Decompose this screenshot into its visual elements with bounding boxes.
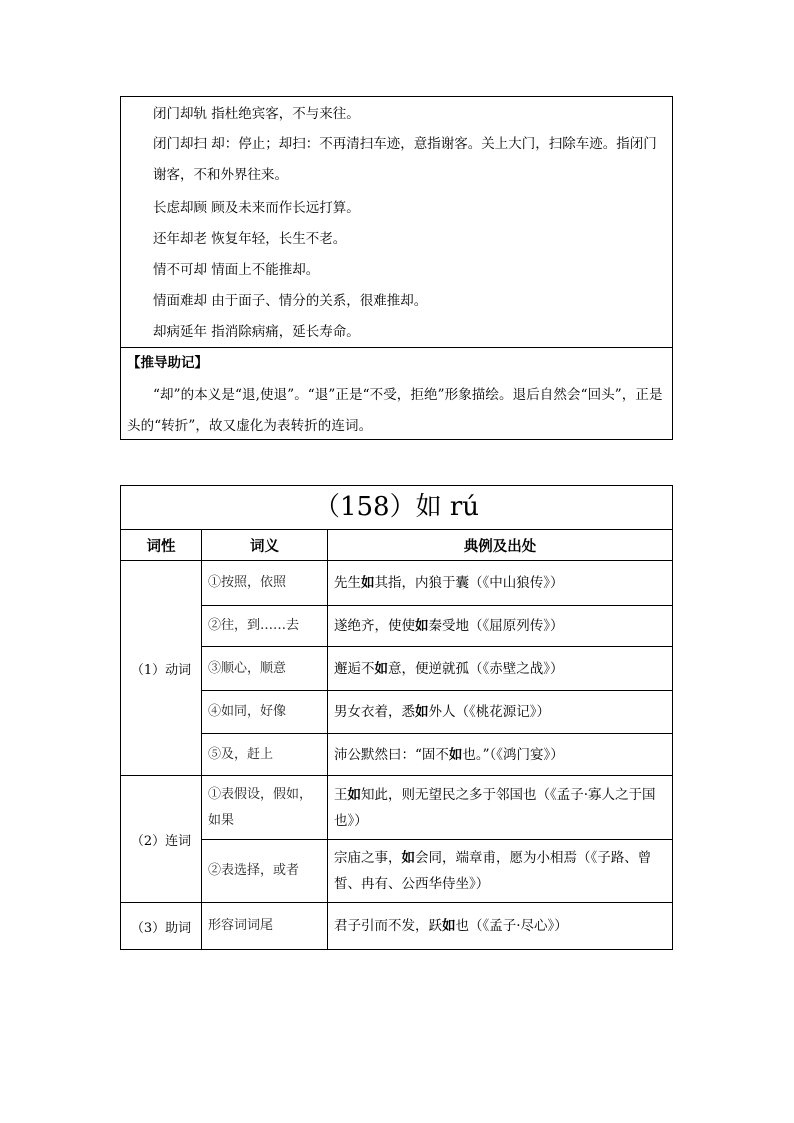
idiom-def: 指消除病痛，延长寿命。 — [211, 324, 360, 340]
table-rule — [121, 560, 672, 561]
table-rule — [201, 646, 672, 647]
meaning-cell: ③顺心，顺意 — [208, 660, 287, 676]
example-keyword: 如 — [448, 746, 463, 763]
idiom-term: 还年却老 — [153, 231, 207, 247]
idiom-box — [120, 96, 673, 440]
idiom-line — [153, 200, 666, 216]
idiom-def: 却：停止；却扫：不再清扫车迹，意指谢客。关上大门，扫除车迹。指闭门谢客，不和外界往来。 — [153, 136, 657, 183]
example-cell — [328, 903, 672, 949]
idiom-line — [153, 231, 666, 247]
header-example: 典例及出处 — [463, 537, 537, 555]
table-rule — [201, 839, 672, 840]
example-cell — [328, 840, 672, 902]
example-text: 也。”（《鸿门宴》） — [462, 746, 564, 763]
example-text: 秦受地（《屈原列传》） — [428, 618, 564, 634]
example-text: 其指，内狼于囊（《中山狼传》） — [374, 575, 564, 591]
idiom-def: 指杜绝宾客，不与来往。 — [211, 106, 360, 122]
idiom-line — [153, 293, 666, 309]
idiom-def: 顾及未来而作长远打算。 — [211, 200, 360, 216]
example-text: 先生 — [334, 575, 361, 591]
table-rule — [201, 690, 672, 691]
meaning-cell: ④如同，好像 — [208, 704, 287, 719]
idiom-term: 长虑却顾 — [153, 200, 207, 216]
example-text: 沛公默然曰：“固不 — [334, 746, 449, 763]
example-keyword: 如 — [361, 575, 375, 591]
meaning-cell: ②表选择，或者 — [208, 863, 300, 878]
table-rule — [201, 605, 672, 606]
example-cell — [328, 691, 672, 733]
example-text: 也（《孟子·尽心》） — [455, 918, 568, 934]
example-text: 外人（《桃花源记》） — [428, 704, 550, 720]
pos-conjunction: （2）连词 — [130, 833, 192, 849]
idiom-list — [121, 97, 672, 348]
example-text: 遂绝齐，使使 — [334, 618, 415, 634]
example-text: 男女衣着，悉 — [334, 704, 415, 720]
idiom-line — [153, 262, 666, 278]
idiom-term: 却病延年 — [153, 324, 207, 340]
table-rule — [121, 775, 672, 776]
example-keyword: 如 — [442, 918, 456, 934]
example-text: 会同，端章甫，愿为小相焉（《子路、曾皙、冉有、公西华侍坐》） — [334, 850, 652, 892]
example-text: 君子引而不发，跃 — [334, 918, 442, 934]
header-pos: 词性 — [146, 537, 176, 555]
example-cell — [328, 776, 672, 839]
idiom-term: 情不可却 — [153, 262, 207, 278]
table-rule — [201, 530, 202, 949]
example-text: 宗庙之事， — [334, 850, 402, 866]
table-rule — [121, 902, 672, 903]
example-text: 知此，则无望民之多于邻国也（《孟子·寡人之于国也》） — [334, 786, 656, 829]
example-keyword: 如 — [415, 618, 429, 634]
table-rule — [327, 530, 328, 949]
table-rule — [201, 733, 672, 734]
example-cell — [328, 561, 672, 605]
memo-title: 【推导助记】 — [127, 355, 208, 371]
example-keyword: 如 — [415, 704, 429, 720]
idiom-def: 情面上不能推却。 — [211, 262, 320, 278]
example-keyword: 如 — [401, 850, 415, 866]
meaning-cell: ②往，到……去 — [208, 618, 300, 633]
idiom-term: 情面难却 — [153, 293, 207, 309]
idiom-line — [153, 324, 666, 340]
example-cell — [328, 606, 672, 646]
idiom-term: 闭门却轨 — [153, 106, 207, 122]
idiom-term: 闭门却扫 — [153, 136, 207, 152]
word-title: （158）如 rú — [121, 486, 672, 530]
example-cell — [328, 734, 672, 775]
idiom-line — [153, 129, 666, 191]
idiom-line — [153, 106, 666, 122]
example-cell — [328, 647, 672, 690]
memo-body: “却”的本义是“退,使退”。“退”正是“不受，拒绝”形象描绘。退后自然会“回头”，正是头的“转折”，故又虚化为表转折的连词。 — [127, 387, 663, 434]
example-text: 邂逅不 — [334, 660, 375, 677]
pos-verb: （1）动词 — [130, 662, 192, 678]
meaning-cell: ①表假设，假如，如果 — [208, 786, 313, 828]
word-grid — [121, 530, 672, 949]
word-table — [120, 485, 673, 950]
example-text: 意，便逆就孤（《赤壁之战》） — [388, 660, 564, 677]
meaning-cell: ①按照，依照 — [208, 575, 287, 590]
meaning-cell: ⑤及，赶上 — [208, 746, 274, 762]
idiom-def: 由于面子、情分的关系，很难推却。 — [211, 293, 428, 309]
memo-section — [121, 348, 672, 439]
example-keyword: 如 — [374, 660, 388, 677]
meaning-cell: 形容词词尾 — [208, 918, 274, 933]
example-keyword: 如 — [347, 786, 361, 803]
pos-particle: （3）助词 — [130, 920, 192, 936]
idiom-def: 恢复年轻，长生不老。 — [211, 231, 347, 247]
example-text: 王 — [334, 786, 348, 803]
header-meaning: 词义 — [250, 537, 279, 555]
